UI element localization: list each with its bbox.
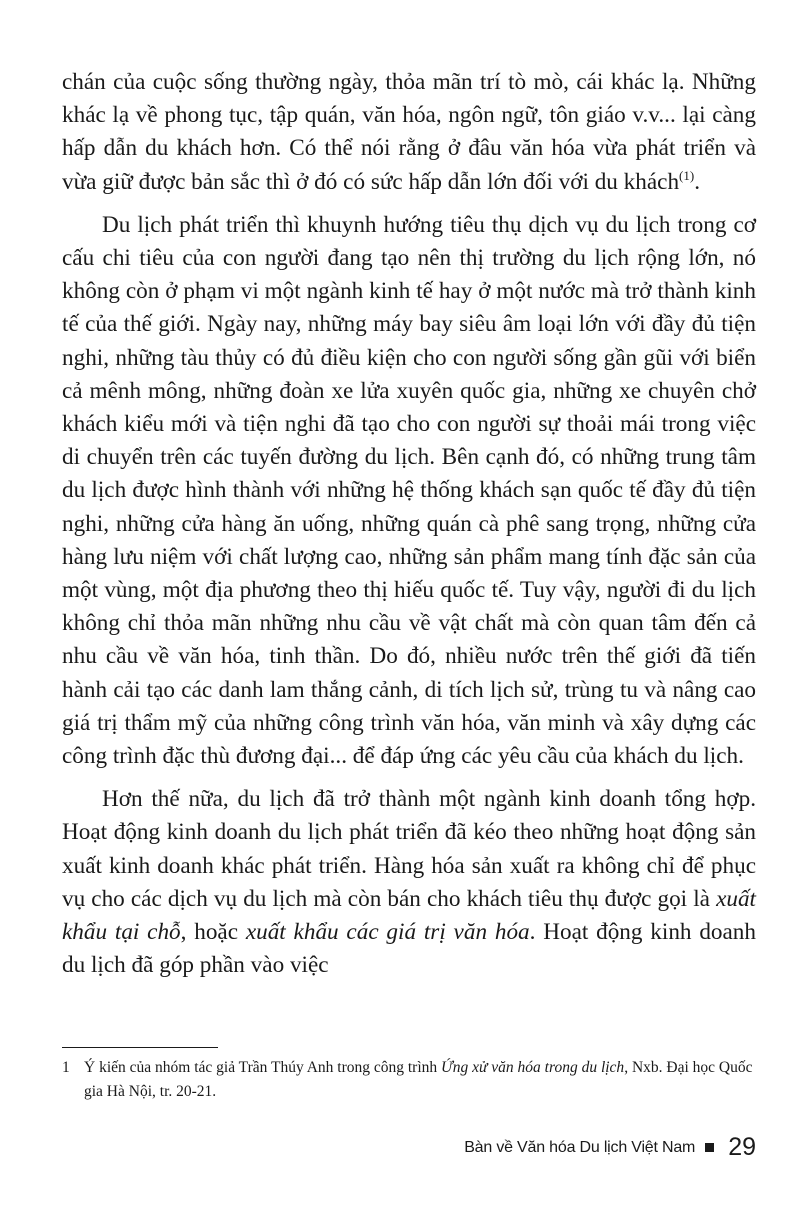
paragraph-3-italic-2: xuất khẩu các giá trị văn hóa [245,919,530,946]
footnote-reference[interactable]: (1) [679,167,695,183]
paragraph-3 [62,783,756,982]
paragraph-1-tail: . [694,168,701,195]
footnote-text [84,1056,756,1104]
running-footer-title: Bàn về Văn hóa Du lịch Việt Nam [464,1138,696,1156]
paragraph-2: Du lịch phát triển thì khuynh hướng tiêu thụ dịch vụ du lịch trong cơ cấu chi tiêu của con người đang tạo nên thị trường du lịch rộng lớn, nó không còn ở phạm vi một ngành kinh tế hay ở một nước mà trở thành kinh tế của thế giới. Ngày nay, những máy bay siêu âm loại lớn với đầy đủ tiện nghi, những tàu thủy có đủ điều kiện cho con người sống gần gũi với biển cả mênh mông, những đoàn xe lửa xuyên quốc gia, những xe chuyên chở khách kiểu mới và tiện nghi đã tạo cho con người sự thoải mái trong việc di chuyển trên các tuyến đường du lịch. Bên cạnh đó, có những trung tâm du lịch được hình thành với những hệ thống khách sạn quốc tế đầy đủ tiện nghi, những cửa hàng ăn uống, những quán cà phê sang trọng, những cửa hàng lưu niệm với chất lượng cao, những sản phẩm mang tính đặc sản của một vùng, một địa phương theo thị hiếu quốc tế. Tuy vậy, người đi du lịch không chỉ thỏa mãn những nhu cầu về vật chất mà còn quan tâm đến cả nhu cầu về văn hóa, tinh thần. Do đó, nhiều nước trên thế giới đã tiến hành cải tạo các danh lam thắng cảnh, di tích lịch sử, trùng tu và nâng cao giá trị thẩm mỹ của những công trình văn hóa, văn minh và xây dựng các công trình đặc thù đương đại... để đáp ứng các yêu cầu của khách du lịch. [62,211,756,770]
running-footer [464,1133,756,1162]
paragraph-3-text-3: . Hoạt động kinh doanh du lịch đã góp phần vào việc [62,919,756,979]
footnote-text-before: Ý kiến của nhóm tác giả Trần Thúy Anh trong công trình [84,1059,442,1076]
footnote-cited-title: Ứng xử văn hóa trong du lịch [441,1059,625,1076]
page-body [62,66,756,982]
page-number: 29 [728,1133,756,1161]
paragraph-3-text-1: Hơn thế nữa, du lịch đã trở thành một ngành kinh doanh tổng hợp. Hoạt động kinh doanh du lịch phát triển đã kéo theo những hoạt động sản xuất kinh doanh khác phát triển. Hàng hóa sản xuất ra không chỉ để phục vụ cho các dịch vụ du lịch mà còn bán cho khách tiêu thụ được gọi là [62,786,756,912]
paragraph-1-text: chán của cuộc sống thường ngày, thỏa mãn trí tò mò, cái khác lạ. Những khác lạ về phong tục, tập quán, văn hóa, ngôn ngữ, tôn giáo v.v... lại càng hấp dẫn du khách hơn. Có thể nói rằng ở đâu văn hóa vừa phát triển và vừa giữ được bản sắc thì ở đó có sức hấp dẫn lớn đối với du khách [62,69,756,195]
footnote-text-after: , Nxb. Đại học Quốc gia Hà Nội, tr. 20-21. [84,1059,753,1100]
paragraph-3-italic-1: xuất khẩu tại chỗ [62,885,756,946]
footnote [62,1056,756,1104]
footnote-number: 1 [62,1059,70,1076]
paragraph-1 [62,66,756,199]
paragraph-3-text-2: , hoặc [180,919,246,946]
footnote-divider [62,1047,218,1048]
square-bullet-icon [705,1143,714,1152]
